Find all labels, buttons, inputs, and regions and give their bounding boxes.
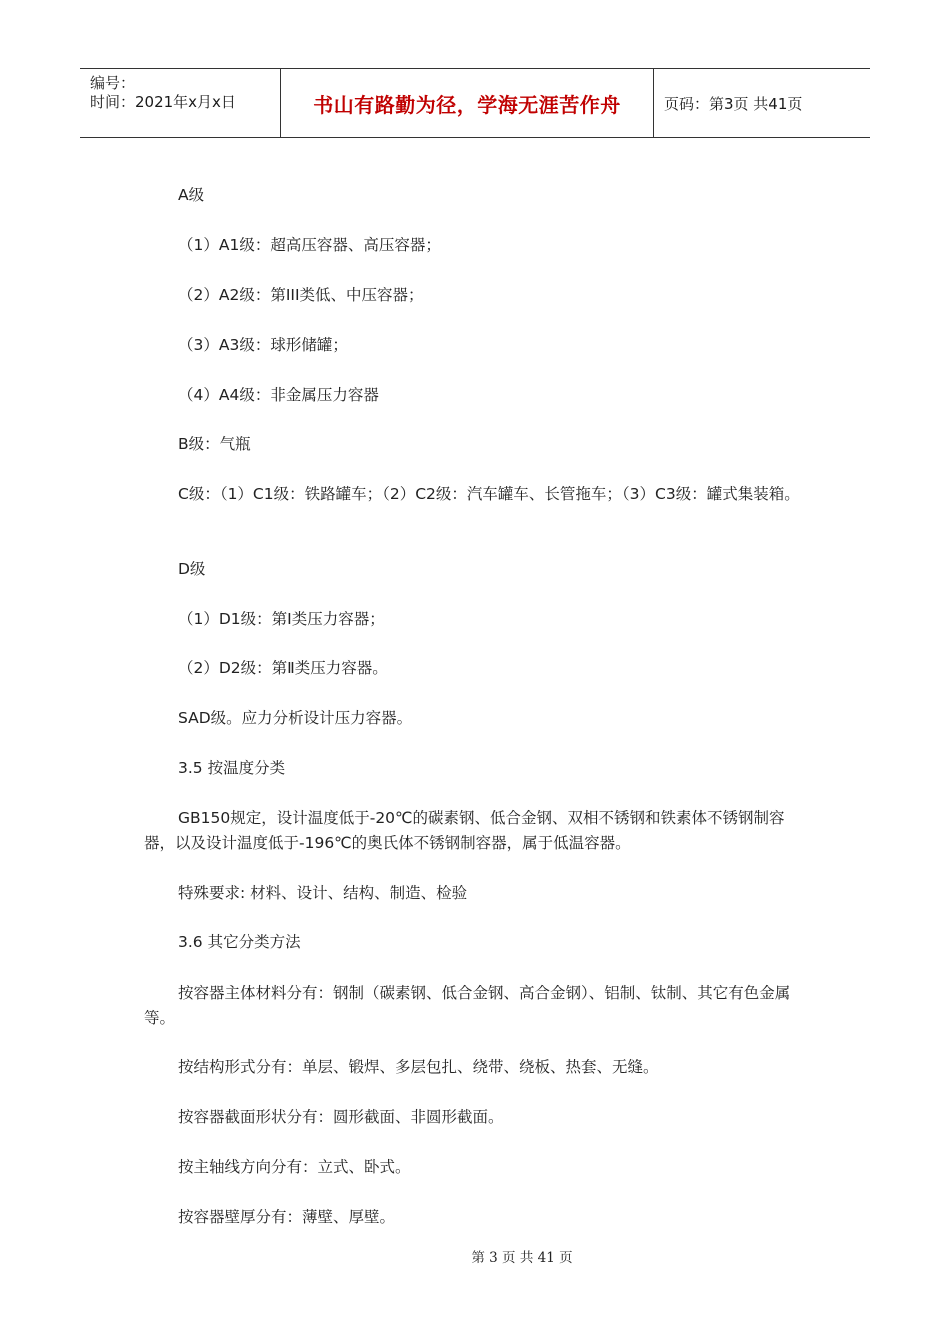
page-header: [80, 68, 870, 138]
header-page-info: 页码：第3页 共41页: [664, 94, 803, 113]
paragraph: （1）D1级：第Ⅰ类压力容器；: [178, 610, 385, 628]
header-motto-cell: [281, 69, 654, 137]
paragraph: 按主轴线方向分有：立式、卧式。: [178, 1158, 411, 1176]
document-number-label: 编号：: [90, 74, 136, 92]
paragraph: D级: [178, 560, 206, 578]
paragraph: GB150规定，设计温度低于-20℃的碳素钢、低合金钢、双相不锈钢和铁素体不锈钢制容器，以及设计温度低于-196℃的奥氏体不锈钢制容器，属于低温容器。: [144, 809, 785, 852]
paragraph: 特殊要求: 材料、设计、结构、制造、检验: [178, 884, 468, 902]
paragraph: （2）D2级：第Ⅱ类压力容器。: [178, 659, 388, 677]
paragraph: 按容器截面形状分有：圆形截面、非圆形截面。: [178, 1108, 504, 1126]
paragraph: 按结构形式分有：单层、锻焊、多层包扎、绕带、绕板、热套、无缝。: [178, 1058, 659, 1076]
paragraph: SAD级。应力分析设计压力容器。: [178, 709, 413, 727]
page-footer: [0, 1246, 950, 1266]
footer-page-number: 第 3 页 共 41 页: [471, 1250, 573, 1266]
paragraph: B级：气瓶: [178, 435, 251, 453]
paragraph: （3）A3级：球形储罐；: [178, 336, 348, 354]
section-heading: 3.5 按温度分类: [178, 759, 286, 777]
document-time-label: 时间：2021年x月x日: [90, 93, 236, 111]
paragraph: （4）A4级：非金属压力容器: [178, 386, 379, 404]
paragraph: A级: [178, 186, 205, 204]
paragraph: （2）A2级：第III类低、中压容器；: [178, 286, 424, 304]
header-meta-cell: [80, 69, 281, 137]
paragraph: 按容器主体材料分有：钢制（碳素钢、低合金钢、高合金钢）、铝制、钛制、其它有色金属等。: [144, 984, 791, 1027]
paragraph: C级：（1）C1级：铁路罐车；（2）C2级：汽车罐车、长管拖车；（3）C3级：罐式集装箱。: [178, 485, 800, 503]
paragraph: （1）A1级：超高压容器、高压容器；: [178, 236, 441, 254]
header-motto: 书山有路勤为径，学海无涯苦作舟: [313, 92, 621, 117]
section-heading: 3.6 其它分类方法: [178, 933, 301, 951]
paragraph: 按容器壁厚分有：薄壁、厚壁。: [178, 1208, 396, 1226]
